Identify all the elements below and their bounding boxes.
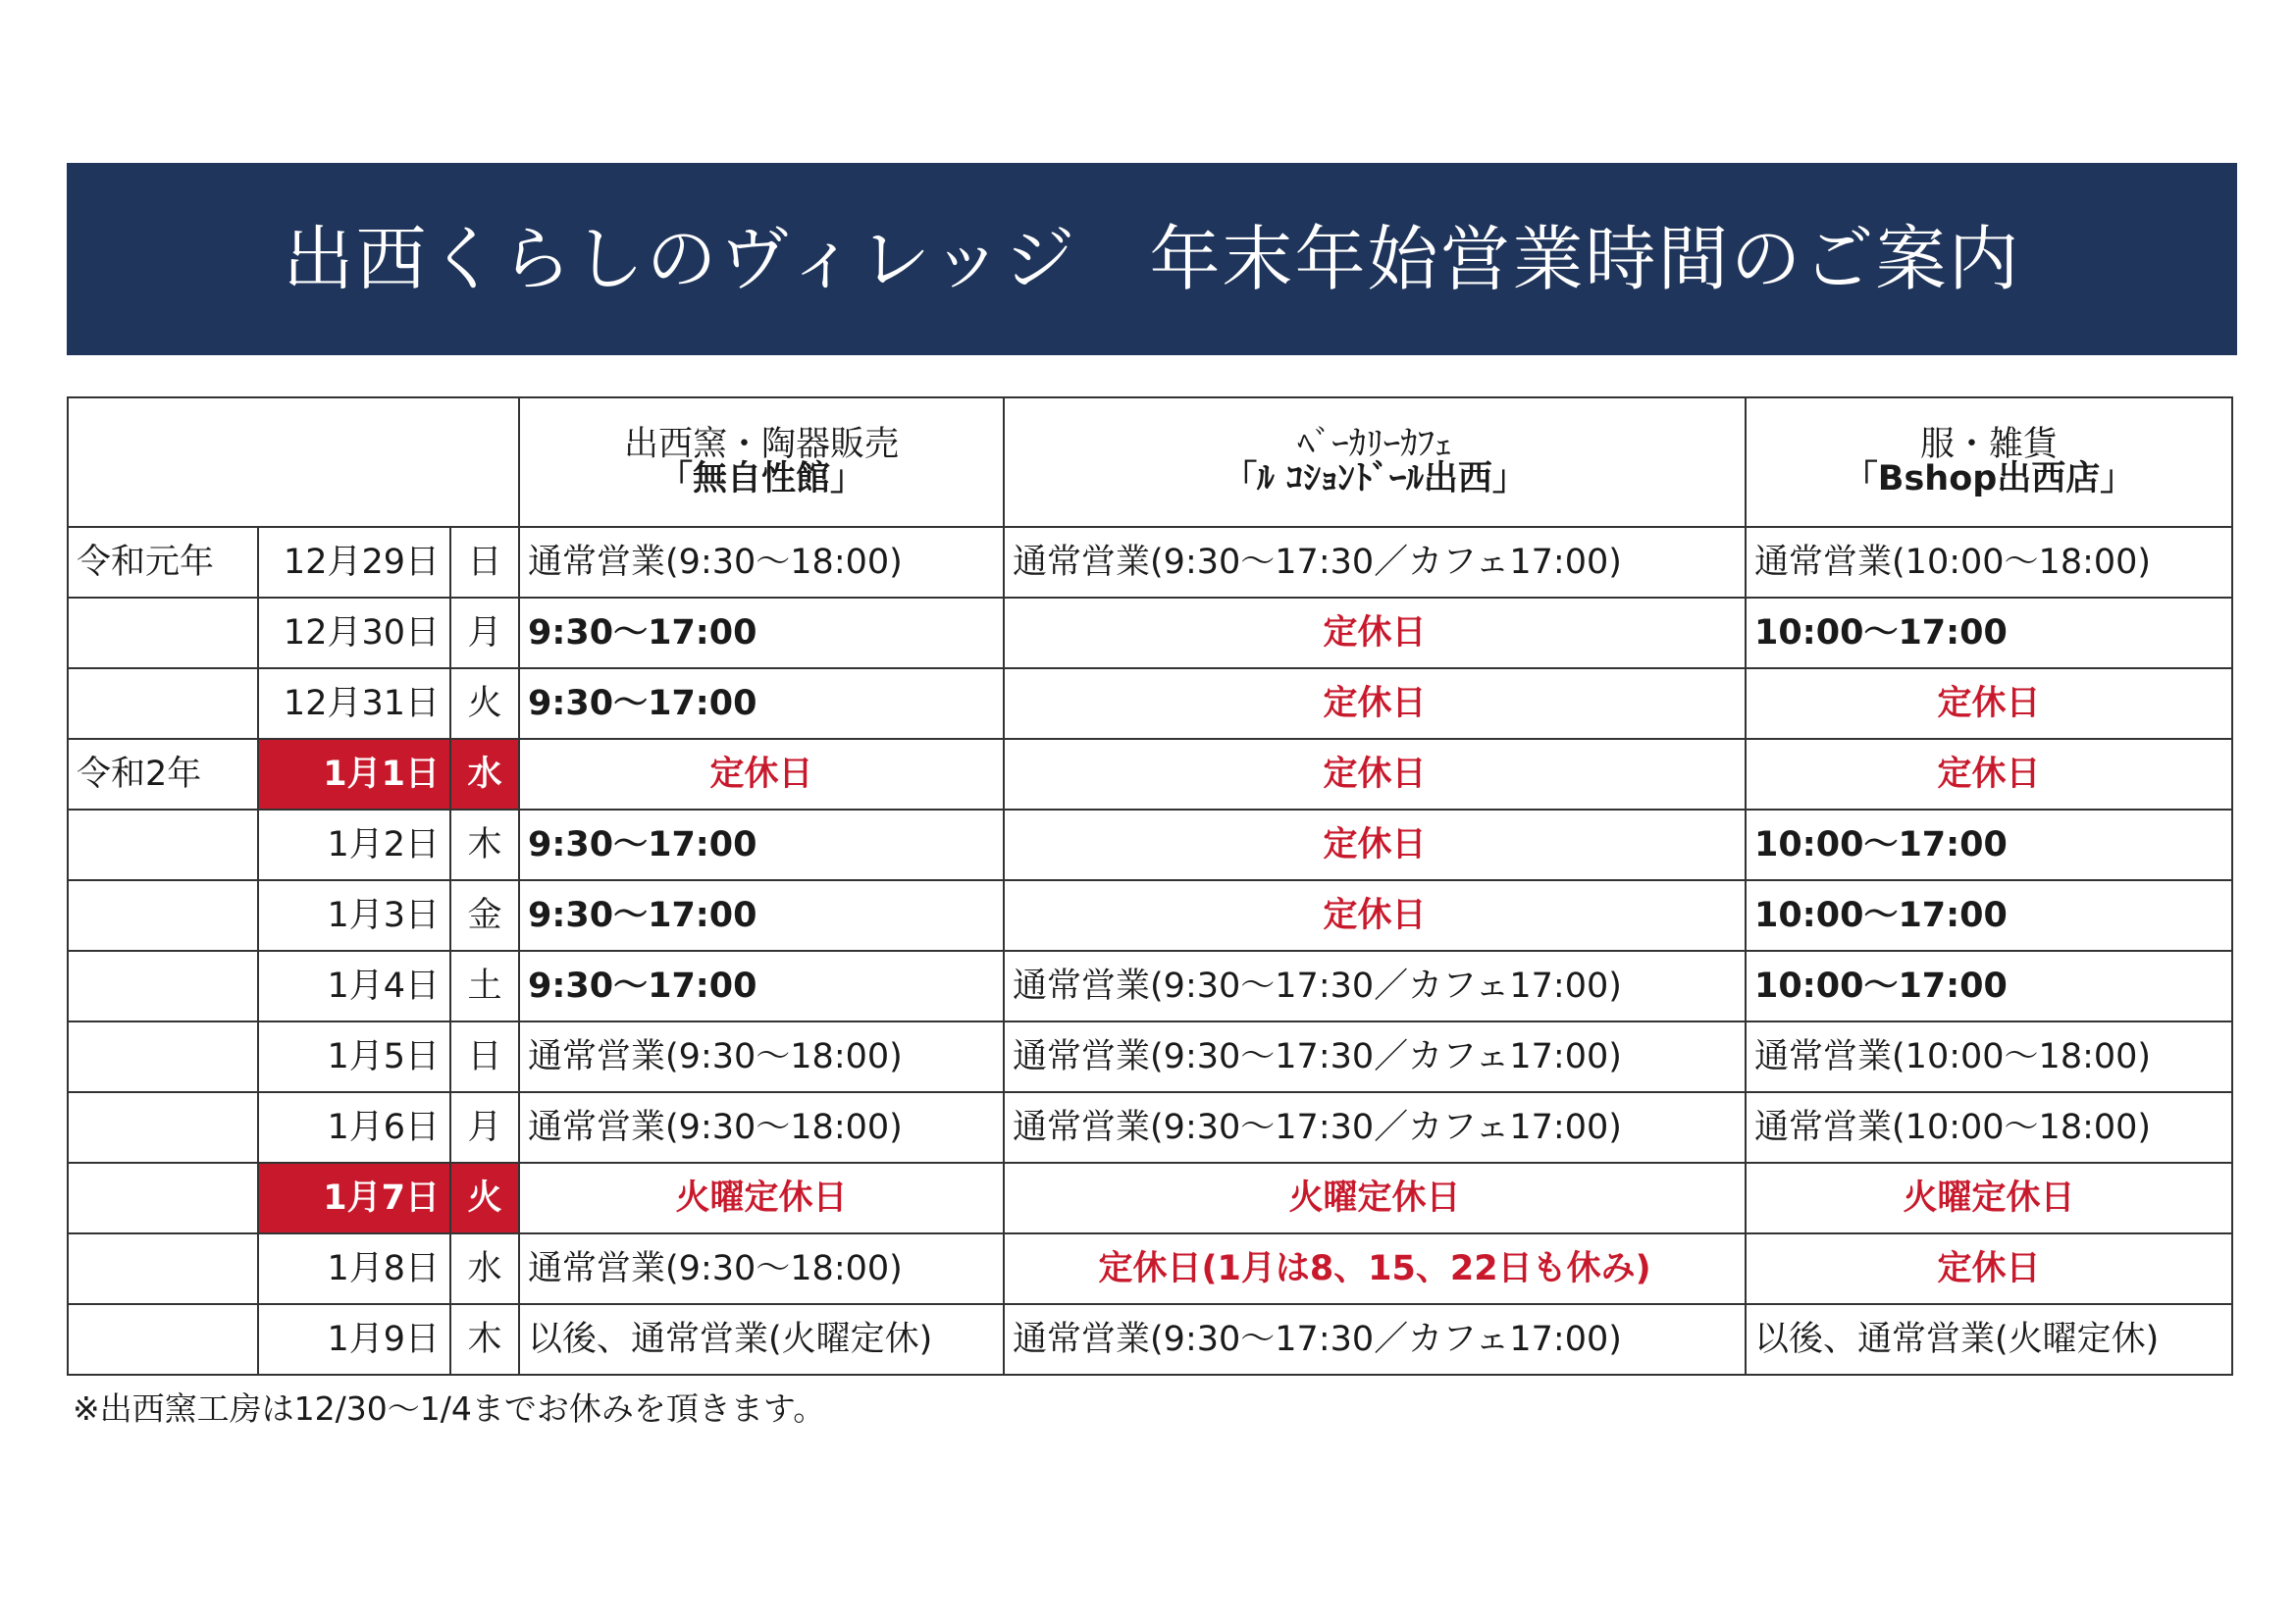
shop-header-mujishokan (519, 397, 1004, 527)
date-cell: 12月30日 (258, 598, 450, 668)
hours-cell: 通常営業(10:00～18:00) (1746, 1092, 2232, 1163)
table-row (68, 880, 2232, 951)
hours-cell: 定休日(1月は8、15、22日も休み) (1004, 1233, 1746, 1304)
hours-cell: 9:30～17:00 (519, 880, 1004, 951)
shop-category: 出西窯・陶器販売 (624, 425, 900, 464)
era-cell (68, 1092, 258, 1163)
era-cell (68, 951, 258, 1021)
hours-cell: 9:30～17:00 (519, 810, 1004, 880)
shop-name: 「ﾙ ｺｼｮﾝﾄﾞｰﾙ出西」 (1223, 459, 1527, 498)
schedule-table (67, 396, 2233, 1376)
table-row (68, 1092, 2232, 1163)
shop-header-bakery-cafe (1004, 397, 1746, 527)
hours-cell: 定休日 (1004, 880, 1746, 951)
header-blank-cell (68, 397, 519, 527)
table-row (68, 1233, 2232, 1304)
date-cell: 1月3日 (258, 880, 450, 951)
table-row (68, 598, 2232, 668)
table-row (68, 1021, 2232, 1092)
era-cell (68, 668, 258, 739)
hours-cell: 火曜定休日 (1746, 1163, 2232, 1233)
weekday-cell: 日 (450, 527, 519, 598)
date-cell: 12月31日 (258, 668, 450, 739)
weekday-cell: 木 (450, 810, 519, 880)
era-cell: 令和2年 (68, 739, 258, 810)
hours-cell: 以後、通常営業(火曜定休) (519, 1304, 1004, 1375)
hours-cell: 定休日 (1004, 598, 1746, 668)
hours-cell: 10:00～17:00 (1746, 880, 2232, 951)
weekday-cell: 月 (450, 1092, 519, 1163)
hours-cell: 通常営業(9:30～17:30／カフェ17:00) (1004, 1092, 1746, 1163)
date-cell: 1月7日 (258, 1163, 450, 1233)
hours-cell: 通常営業(9:30～18:00) (519, 527, 1004, 598)
hours-cell: 通常営業(9:30～17:30／カフェ17:00) (1004, 951, 1746, 1021)
era-cell (68, 1233, 258, 1304)
date-cell: 1月9日 (258, 1304, 450, 1375)
weekday-cell: 火 (450, 668, 519, 739)
title-banner (67, 163, 2237, 355)
table-row (68, 527, 2232, 598)
date-cell: 1月6日 (258, 1092, 450, 1163)
weekday-cell: 土 (450, 951, 519, 1021)
shop-category: ﾍﾞｰｶﾘｰｶﾌｪ (1297, 425, 1452, 464)
hours-cell: 通常営業(9:30～17:30／カフェ17:00) (1004, 527, 1746, 598)
hours-cell: 定休日 (519, 739, 1004, 810)
hours-cell: 定休日 (1004, 739, 1746, 810)
era-cell (68, 880, 258, 951)
date-cell: 1月8日 (258, 1233, 450, 1304)
hours-cell: 9:30～17:00 (519, 951, 1004, 1021)
table-row (68, 668, 2232, 739)
era-cell (68, 598, 258, 668)
shop-name: 「Bshop出西店」 (1843, 459, 2135, 498)
hours-cell: 10:00～17:00 (1746, 951, 2232, 1021)
hours-cell: 定休日 (1746, 739, 2232, 810)
era-cell: 令和元年 (68, 527, 258, 598)
weekday-cell: 木 (450, 1304, 519, 1375)
hours-cell: 以後、通常営業(火曜定休) (1746, 1304, 2232, 1375)
weekday-cell: 金 (450, 880, 519, 951)
table-row (68, 810, 2232, 880)
shop-header-bshop (1746, 397, 2232, 527)
hours-cell: 9:30～17:00 (519, 598, 1004, 668)
date-cell: 12月29日 (258, 527, 450, 598)
table-row (68, 951, 2232, 1021)
date-cell: 1月2日 (258, 810, 450, 880)
hours-cell: 通常営業(9:30～18:00) (519, 1021, 1004, 1092)
page-title: 出西くらしのヴィレッジ 年末年始営業時間のご案内 (283, 218, 2021, 300)
hours-cell: 通常営業(10:00～18:00) (1746, 527, 2232, 598)
hours-cell: 定休日 (1004, 668, 1746, 739)
hours-cell: 定休日 (1746, 1233, 2232, 1304)
hours-cell: 通常営業(9:30～18:00) (519, 1092, 1004, 1163)
era-cell (68, 1163, 258, 1233)
shop-name: 「無自性館」 (658, 459, 865, 498)
hours-cell: 10:00～17:00 (1746, 810, 2232, 880)
date-cell: 1月4日 (258, 951, 450, 1021)
hours-cell: 通常営業(9:30～17:30／カフェ17:00) (1004, 1304, 1746, 1375)
table-header-row (68, 397, 2232, 527)
hours-cell: 9:30～17:00 (519, 668, 1004, 739)
hours-cell: 通常営業(9:30～17:30／カフェ17:00) (1004, 1021, 1746, 1092)
weekday-cell: 月 (450, 598, 519, 668)
hours-cell: 定休日 (1746, 668, 2232, 739)
weekday-cell: 水 (450, 739, 519, 810)
era-cell (68, 810, 258, 880)
hours-cell: 10:00～17:00 (1746, 598, 2232, 668)
weekday-cell: 火 (450, 1163, 519, 1233)
era-cell (68, 1304, 258, 1375)
hours-cell: 火曜定休日 (1004, 1163, 1746, 1233)
date-cell: 1月5日 (258, 1021, 450, 1092)
footnote: ※出西窯工房は12/30～1/4までお休みを頂きます。 (73, 1389, 826, 1428)
table-row (68, 1304, 2232, 1375)
weekday-cell: 日 (450, 1021, 519, 1092)
table-row (68, 739, 2232, 810)
table-row (68, 1163, 2232, 1233)
date-cell: 1月1日 (258, 739, 450, 810)
hours-cell: 通常営業(10:00～18:00) (1746, 1021, 2232, 1092)
hours-cell: 定休日 (1004, 810, 1746, 880)
hours-cell: 通常営業(9:30～18:00) (519, 1233, 1004, 1304)
weekday-cell: 水 (450, 1233, 519, 1304)
era-cell (68, 1021, 258, 1092)
shop-category: 服・雑貨 (1920, 425, 2059, 464)
hours-cell: 火曜定休日 (519, 1163, 1004, 1233)
